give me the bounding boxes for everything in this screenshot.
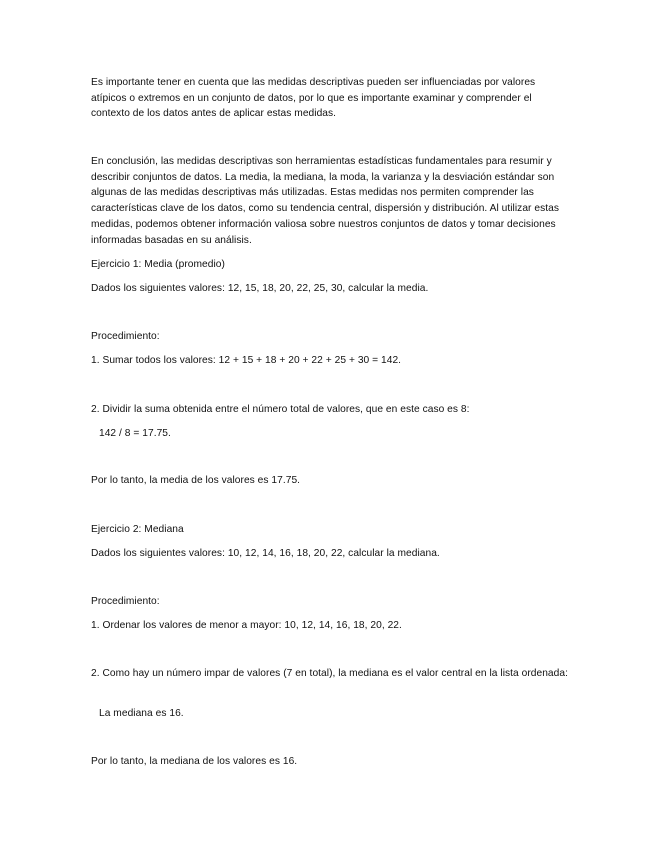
exercise-1-calculation: 142 / 8 = 17.75. bbox=[99, 428, 171, 439]
exercise-2-conclusion: Por lo tanto, la mediana de los valores es 16. bbox=[91, 756, 298, 767]
exercise-2-statement: Dados los siguientes valores: 10, 12, 14, 16, 18, 20, 22, calcular la mediana. bbox=[91, 548, 440, 559]
exercise-2-title: Ejercicio 2: Mediana bbox=[91, 524, 184, 535]
exercise-2-step-1: 1. Ordenar los valores de menor a mayor: 10, 12, 14, 16, 18, 20, 22. bbox=[91, 620, 402, 631]
paragraph-conclusion: En conclusión, las medidas descriptivas son herramientas estadísticas fundamentales para resumir y describir conjuntos de datos. La media, la mediana, la moda, la varianza y la desviación estándar son algunas de las medidas descriptivas más utilizadas. Estas medidas nos permiten comprender las características clave de los datos, como su tendencia central, dispersión y distribución. Al utilizar estas medidas, podemos obtener información valiosa sobre nuestros conjuntos de datos y tomar decisiones informadas basadas en su análisis. bbox=[91, 156, 559, 246]
exercise-2-step-2: 2. Como hay un número impar de valores (7 en total), la mediana es el valor central en la lista ordenada: bbox=[91, 668, 568, 679]
exercise-1-statement: Dados los siguientes valores: 12, 15, 18, 20, 22, 25, 30, calcular la media. bbox=[91, 283, 429, 294]
exercise-2-procedure-heading: Procedimiento: bbox=[91, 596, 160, 607]
exercise-2-result: La mediana es 16. bbox=[99, 708, 184, 719]
exercise-1-procedure-heading: Procedimiento: bbox=[91, 331, 160, 342]
exercise-1-step-2: 2. Dividir la suma obtenida entre el número total de valores, que en este caso es 8: bbox=[91, 404, 470, 415]
exercise-1-title: Ejercicio 1: Media (promedio) bbox=[91, 259, 225, 270]
paragraph-outliers-note: Es importante tener en cuenta que las medidas descriptivas pueden ser influenciadas por valores atípicos o extremos en un conjunto de datos, por lo que es importante examinar y comprender el contexto de los datos antes de aplicar estas medidas. bbox=[91, 77, 536, 120]
exercise-1-step-1: 1. Sumar todos los valores: 12 + 15 + 18 + 20 + 22 + 25 + 30 = 142. bbox=[91, 355, 402, 366]
exercise-1-conclusion: Por lo tanto, la media de los valores es 17.75. bbox=[91, 475, 301, 486]
